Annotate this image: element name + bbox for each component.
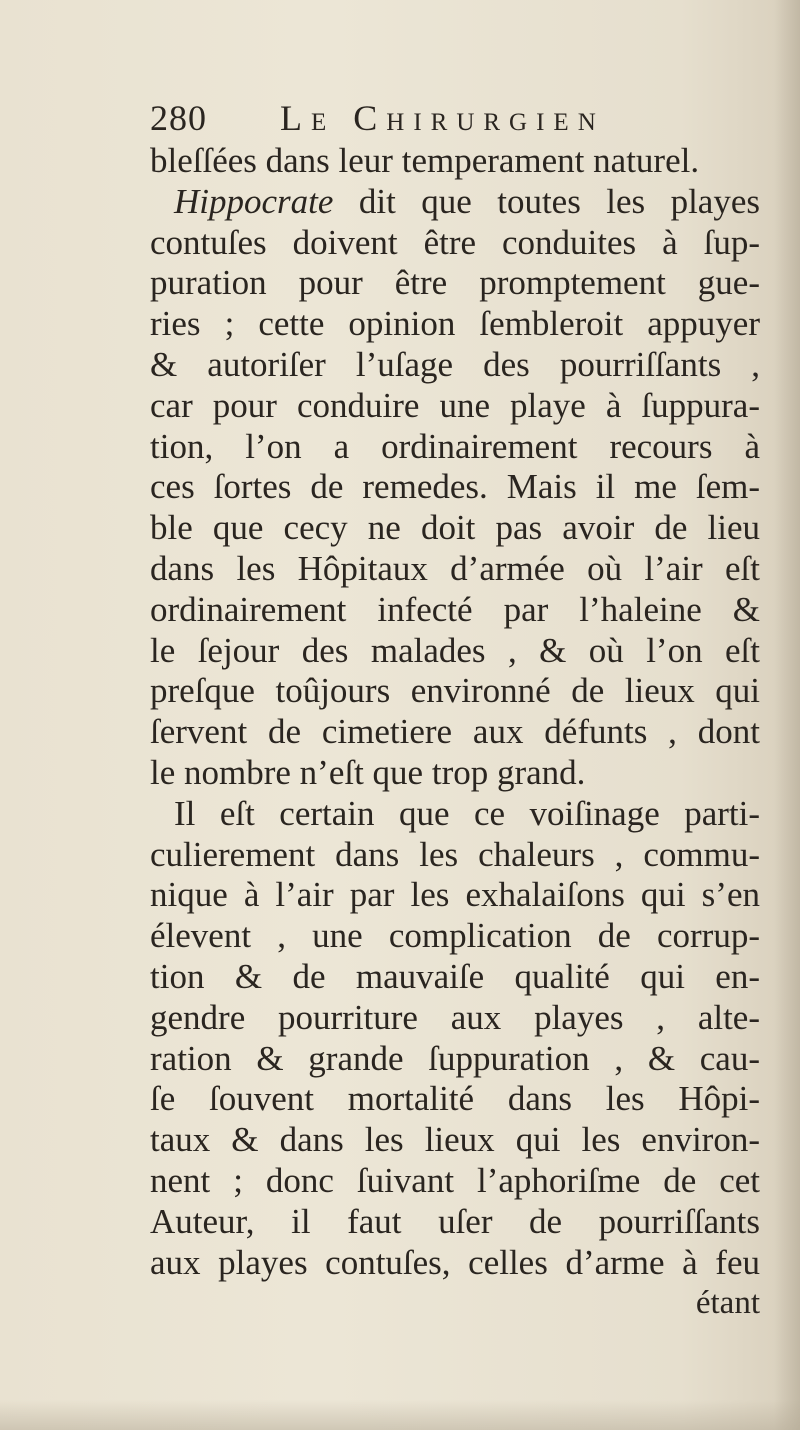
text-line: dans les Hôpitaux d’armée où l’air eſt: [150, 548, 760, 588]
text-line: puration pour être promptement gue-: [150, 263, 760, 303]
text-line: taux & dans les lieux qui les environ-: [150, 1120, 760, 1160]
text-line: tion, l’on a ordinairement recours à: [150, 426, 760, 466]
author-name: Hippocrate: [174, 181, 334, 221]
running-head-title: Le Chirurgien: [280, 98, 605, 138]
text-line: Il eſt certain que ce voiſinage parti-: [174, 793, 760, 833]
text-line: le ſejour des malades , & où l’on eſt: [150, 630, 760, 670]
text-line: tion & de mauvaiſe qualité qui en-: [150, 956, 760, 996]
page-number: 280: [150, 98, 207, 138]
page-edge-shadow: [774, 0, 800, 1430]
text-line: & autoriſer l’uſage des pourriſſants ,: [150, 344, 760, 384]
text-line: le nombre n’eſt que trop grand.: [150, 752, 586, 792]
text-line: ries ; cette opinion ſembleroit appuyer: [150, 304, 760, 344]
text-line-rest: dit que toutes les playes: [333, 181, 760, 221]
text-line: ordinairement infecté par l’haleine &: [150, 589, 760, 629]
text-line: ces ſortes de remedes. Mais il me ſem-: [150, 467, 760, 507]
text-line: ſe ſouvent mortalité dans les Hôpi-: [150, 1079, 760, 1119]
text-line: nent ; donc ſuivant l’aphoriſme de cet: [150, 1160, 760, 1200]
text-line: gendre pourriture aux playes , alte-: [150, 997, 760, 1037]
page-bottom-shadow: [0, 1400, 800, 1430]
catchword: étant: [695, 1285, 760, 1322]
text-line: nique à l’air par les exhalaiſons qui s’en: [150, 875, 760, 915]
running-head: [150, 95, 760, 141]
text-line: [150, 182, 760, 223]
text-line: car pour conduire une playe à ſuppura-: [150, 385, 760, 425]
text-line: ration & grande ſuppuration , & cau-: [150, 1038, 760, 1078]
text-line: ſervent de cimetiere aux défunts , dont: [150, 712, 760, 752]
text-line: ble que cecy ne doit pas avoir de lieu: [150, 508, 760, 548]
text-line: bleſſées dans leur temperament naturel.: [150, 141, 700, 180]
text-line: aux playes contuſes, celles d’arme à feu: [150, 1242, 760, 1282]
text-block: [150, 95, 760, 1323]
text-line: contuſes doivent être conduites à ſup-: [150, 222, 760, 262]
text-line: preſque toûjours environné de lieux qui: [150, 671, 760, 711]
text-line: culierement dans les chaleurs , commu-: [150, 834, 760, 874]
text-line: élevent , une complication de corrup-: [150, 916, 760, 956]
text-line: Auteur, il faut uſer de pourriſſants: [150, 1201, 760, 1241]
